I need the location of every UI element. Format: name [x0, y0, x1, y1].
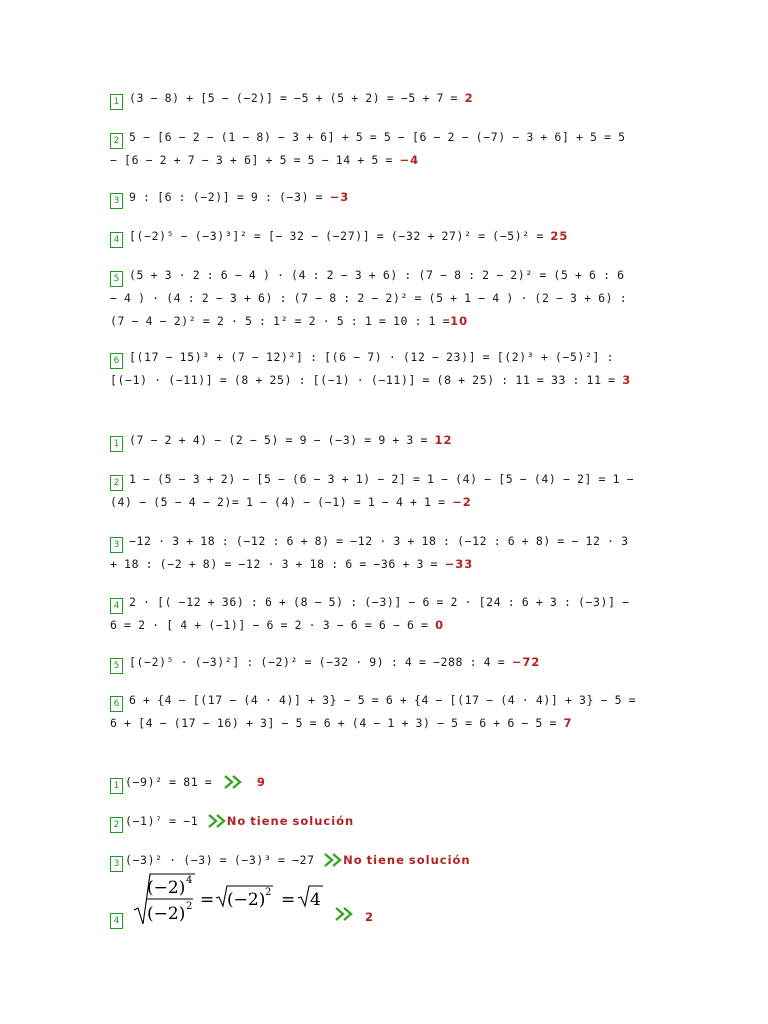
- equals-sign-1: =: [200, 890, 215, 910]
- exercise-number: 3: [110, 537, 123, 553]
- exercise-answer: 9: [256, 775, 266, 789]
- exercise-5a: [110, 264, 638, 332]
- exercise-answer: −72: [511, 655, 541, 669]
- exercise-number: 1: [110, 94, 123, 110]
- exercise-6a: [110, 346, 638, 392]
- exercise-answer: 12: [434, 433, 453, 447]
- radical-top-exp: 4: [186, 875, 193, 886]
- exercise-expression: [(17 − 15)³ + (7 − 12)²] : [(6 − 7) · (12 − 23)] = [(2)³ + (−5)²] : [(−1) · (−11)] = (8 + 25) : [(−1) · (−11)] = (8 + 25) : 11 = 33 : 11 =: [110, 350, 623, 387]
- exercise-expression: (−3)² · (−3) = (−3)³ = −27: [125, 853, 322, 867]
- exercise-1b: [110, 429, 638, 452]
- exercise-answer: 7: [563, 716, 573, 730]
- exercise-number: 5: [110, 271, 123, 287]
- exercise-answer: No tiene solución: [343, 853, 471, 867]
- root-exercise-3: [110, 849, 638, 875]
- radical-formula: [133, 872, 333, 928]
- exercise-expression: 6 + {4 − [(17 − (4 · 4)] + 3} − 5 = 6 + {4 − [(17 − (4 · 4)] + 3} − 5 = 6 + [4 − (17 − 16) + 3] − 5 = 6 + (4 − 1 + 3) − 5 = 6 + 6 − 5 =: [110, 693, 643, 730]
- radical-bottom-exp: 2: [186, 901, 193, 912]
- radical-top-base: (−2): [147, 878, 186, 898]
- exercise-expression: (5 + 3 · 2 : 6 − 4 ) · (4 : 2 − 3 + 6) : (7 − 8 : 2 − 2)² = (5 + 6 : 6 − 4 ) · (4 : 2 − 3 + 6) : (7 − 8 : 2 − 2)² = (5 + 1 − 4 ) · (2 − 3 + 6) : (7 − 4 − 2)² = 2 · 5 : 1² = 2 · 5 : 1 = 10 : 1 =: [110, 268, 634, 328]
- exercise-2b: [110, 468, 641, 514]
- exercise-number: 3: [110, 856, 123, 872]
- equals-sign-2: =: [281, 890, 296, 910]
- exercise-expression: −12 · 3 + 18 : (−12 : 6 + 8) = −12 · 3 + 18 : (−12 : 6 + 8) = − 12 · 3 + 18 : (−2 + 8) = −12 · 3 + 18 : 6 = −36 + 3 =: [110, 534, 636, 571]
- exercise-expression: (3 − 8) + [5 − (−2)] = −5 + (5 + 2) = −5 + 7 =: [129, 91, 465, 105]
- exercise-answer: No tiene solución: [226, 814, 355, 828]
- exercise-number: 6: [110, 353, 123, 369]
- radical-bottom-base: (−2): [147, 904, 186, 924]
- exercise-expression: [(−2)⁵ · (−3)²] : (−2)² = (−32 · 9) : 4 = −288 : 4 =: [129, 655, 512, 669]
- exercise-answer: 2: [365, 910, 375, 924]
- exercise-answer: 3: [622, 373, 632, 387]
- exercise-6b: [110, 689, 643, 735]
- exercise-number: 4: [110, 232, 123, 248]
- exercise-expression: (−1)⁷ = −1: [125, 814, 205, 828]
- exercise-3b: [110, 530, 638, 576]
- exercise-number: 4: [110, 598, 123, 614]
- exercise-1a: [110, 87, 638, 110]
- exercise-number: 4: [110, 913, 123, 929]
- exercise-expression: (7 − 2 + 4) − (2 − 5) = 9 − (−3) = 9 + 3 =: [129, 433, 435, 447]
- exercise-2a: [110, 126, 638, 172]
- root-exercise-2: [110, 810, 638, 836]
- exercise-expression: 1 − (5 − 3 + 2) − [5 − (6 − 3 + 1) − 2] = 1 − (4) − [5 − (4) − 2] = 1 − (4) − (5 − 4 − 2)= 1 − (4) − (−1) = 1 − 4 + 1 =: [110, 472, 641, 509]
- exercise-5b: [110, 651, 638, 674]
- exercise-expression: 2 · [( −12 + 36) : 6 + (8 − 5) : (−3)] − 6 = 2 · [24 : 6 + 3 : (−3)] − 6 = 2 · [ 4 + (−1)] − 6 = 2 · 3 − 6 = 6 − 6 =: [110, 595, 637, 632]
- exercise-number: 3: [110, 193, 123, 209]
- exercise-number: 2: [110, 817, 123, 833]
- double-chevron-right-icon: [223, 774, 245, 797]
- exercise-answer: 10: [450, 313, 469, 328]
- radical2-exp: 2: [265, 887, 272, 898]
- root-exercise-1: [110, 771, 638, 797]
- exercise-number: 2: [110, 133, 123, 149]
- exercise-answer: 0: [435, 618, 445, 632]
- exercise-number: 6: [110, 696, 123, 712]
- radical3-base: 4: [310, 890, 321, 910]
- exercise-answer: 25: [550, 229, 569, 243]
- exercise-4b: [110, 591, 638, 637]
- exercise-answer: −4: [399, 153, 420, 167]
- exercise-expression: [(−2)⁵ − (−3)³]² = [− 32 − (−27)] = (−32 + 27)² = (−5)² =: [129, 229, 551, 243]
- exercise-number: 2: [110, 475, 123, 491]
- exercise-number: 1: [110, 778, 123, 794]
- exercise-answer: −33: [444, 557, 474, 571]
- double-chevron-right-icon: [334, 907, 354, 926]
- exercise-4a: [110, 225, 638, 248]
- radical2-base: (−2): [227, 890, 266, 910]
- exercise-expression: 5 − [6 − 2 − (1 − 8) − 3 + 6] + 5 = 5 − [6 − 2 − (−7) − 3 + 6] + 5 = 5 − [6 − 2 + 7 − 3 + 6] + 5 = 5 − 14 + 5 =: [110, 130, 633, 167]
- exercise-3a: [110, 186, 638, 209]
- exercise-answer: −3: [329, 190, 350, 204]
- exercise-number: 5: [110, 658, 123, 674]
- exercise-expression: 9 : [6 : (−2)] = 9 : (−3) =: [129, 190, 330, 204]
- exercise-answer: 2: [464, 91, 474, 105]
- exercise-number: 1: [110, 436, 123, 452]
- double-chevron-right-icon: [207, 813, 227, 836]
- exercise-expression: (−9)² = 81 =: [125, 775, 219, 789]
- exercise-answer: −2: [452, 495, 472, 509]
